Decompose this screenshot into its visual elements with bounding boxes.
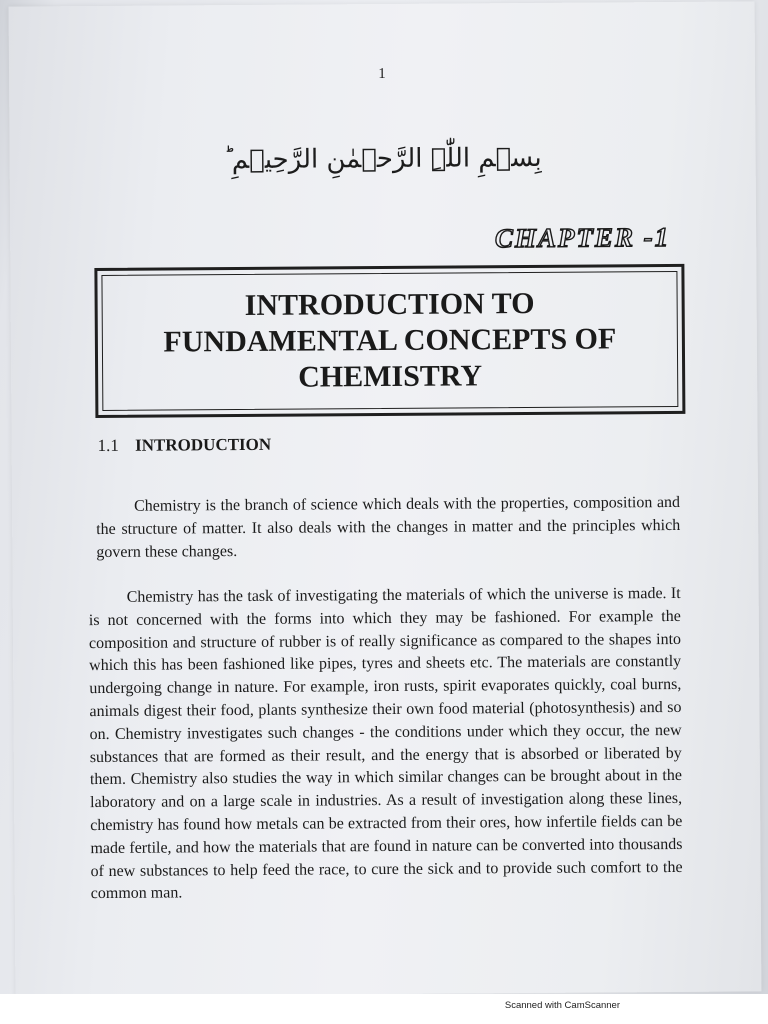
scanner-watermark: Scanned with CamScanner (504, 1000, 620, 1011)
footer-strip (0, 994, 768, 1024)
section-number: 1.1 (97, 435, 119, 456)
chapter-title-box (94, 264, 685, 418)
bismillah-calligraphy: بِسۡمِ اللّٰہِ الرَّحۡمٰنِ الرَّحِیۡمِ ؕ (223, 142, 542, 176)
page-number: 1 (378, 65, 386, 83)
paragraph-definition: Chemistry is the branch of science which deals with the properties, composition and the structure of matter. It also deals with the changes in matter and the principles which govern these changes. (96, 493, 681, 561)
chapter-title-line-3: CHEMISTRY (298, 359, 483, 394)
chapter-title-line-2: FUNDAMENTAL CONCEPTS OF (163, 322, 617, 359)
chapter-label: CHAPTER -1 (494, 222, 671, 254)
document-page (9, 1, 762, 994)
paragraph-scope: Chemistry has the task of investigating the materials of which the universe is made. It is not concerned with the forms into which they may be fashioned. For example the composition and structure of rubber is of really significance as compared to the shapes into which this has been fashioned like pipes, tyres and sheets etc. The materials are constantly undergoing change in nature. For example, iron rusts, spirit evaporates quickly, coal burns, animals digest their food, plants synthesize their own food material (photosynthesis) and so on. Chemistry investigates such changes - the conditions under which they occur, the new substances that are formed as their result, and the energy that is absorbed or liberated by them. Chemistry also studies the way in which similar changes can be brought about in the laboratory and on a large scale in industries. As a result of investigation along these lines, chemistry has found how metals can be extracted from their ores, how infertile fields can be made fertile, and how the materials that are found in nature can be converted into thousands of new substances to help feed the race, to cure the sick and to provide such comfort to the common man. (88, 584, 683, 903)
section-title: INTRODUCTION (135, 434, 272, 455)
chapter-title-inner-frame (101, 271, 678, 411)
chapter-title-line-1: INTRODUCTION TO (244, 286, 535, 322)
section-heading (98, 435, 272, 456)
